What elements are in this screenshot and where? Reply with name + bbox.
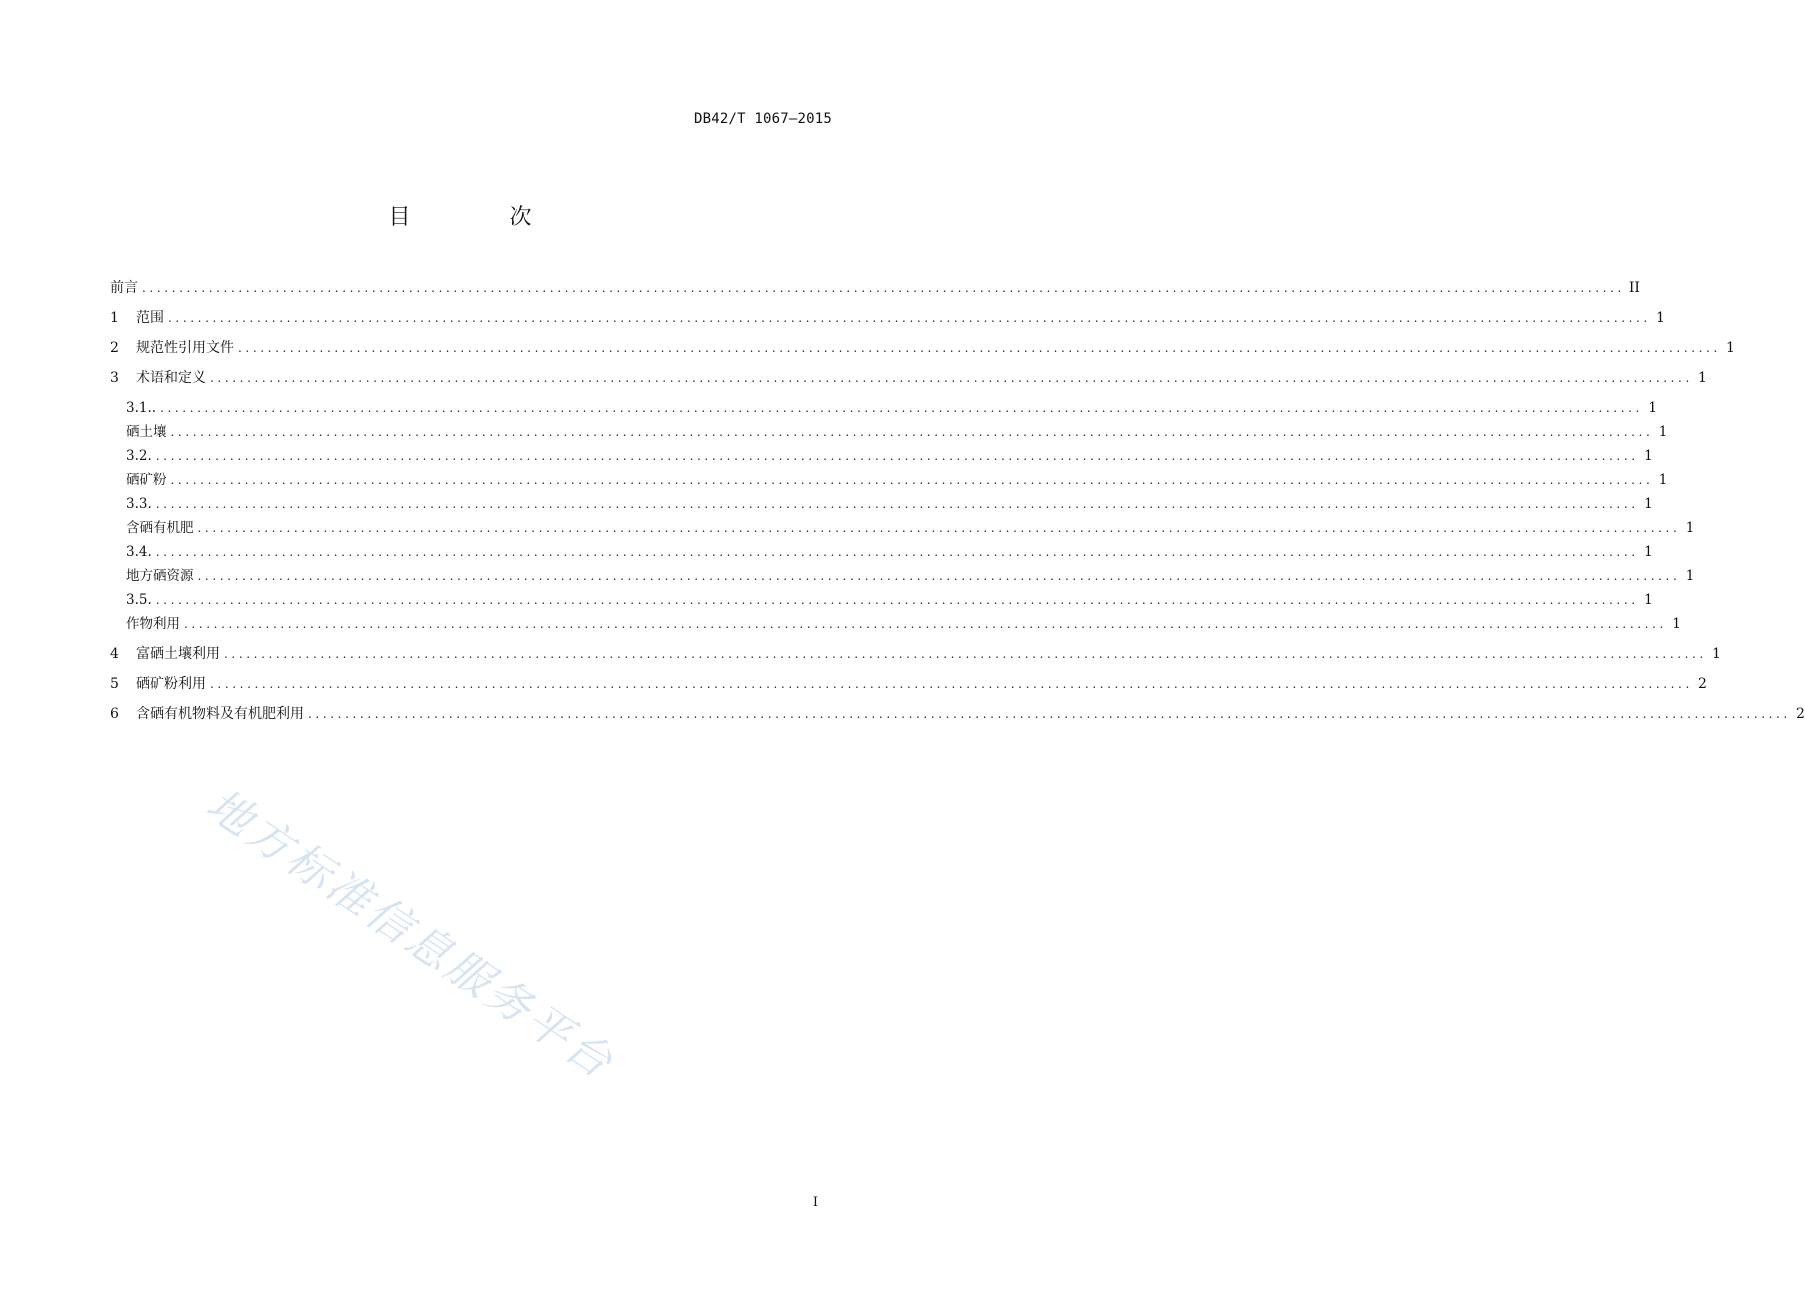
toc-entry-label: 3.1..	[126, 400, 157, 416]
toc-dot-leader: ........................................................................................................................................................................................................	[308, 707, 1791, 721]
toc-entry[interactable]	[110, 366, 1707, 390]
toc-entry[interactable]	[126, 564, 1695, 588]
toc-entry[interactable]	[110, 336, 1735, 360]
toc-entry[interactable]	[126, 612, 1681, 636]
toc-entry-label: 硒土壤	[126, 424, 167, 440]
toc-entry-page: 1	[1711, 646, 1721, 662]
toc-entry-label: 规范性引用文件	[136, 340, 234, 356]
toc-entry[interactable]	[126, 516, 1695, 540]
toc-entry[interactable]	[126, 588, 1653, 612]
toc-entry-number: 6	[110, 706, 119, 722]
watermark: 地方标准信息服务平台	[197, 779, 624, 1090]
toc-entry-label: 硒矿粉利用	[136, 676, 206, 692]
toc-entry-number: 4	[110, 646, 119, 662]
toc-dot-leader: ........................................................................................................................................................................................................	[210, 677, 1693, 691]
toc-dot-leader: ........................................................................................................................................................................................................	[160, 401, 1643, 415]
toc-entry[interactable]	[110, 642, 1721, 666]
toc-dot-leader: ........................................................................................................................................................................................................	[142, 281, 1625, 295]
toc-dot-leader: ........................................................................................................................................................................................................	[155, 497, 1639, 511]
toc-entry[interactable]	[126, 540, 1653, 564]
standard-code: DB42/T 1067—2015	[693, 111, 832, 127]
toc-dot-leader: ........................................................................................................................................................................................................	[170, 473, 1654, 487]
toc-entry[interactable]	[126, 420, 1668, 444]
toc-entry-page: 1	[1644, 448, 1653, 464]
toc-dot-leader: ........................................................................................................................................................................................................	[197, 521, 1681, 535]
toc-entry-label: 术语和定义	[136, 370, 206, 386]
toc-entry-page: 1	[1655, 310, 1665, 326]
toc-entry-page: 1	[1725, 340, 1735, 356]
toc-entry-label: 富硒土壤利用	[136, 646, 220, 662]
toc-entry[interactable]	[110, 306, 1665, 330]
toc-entry[interactable]	[126, 492, 1653, 516]
toc-entry-label: 3.2.	[126, 448, 152, 464]
toc-dot-leader: ........................................................................................................................................................................................................	[210, 371, 1693, 385]
toc-entry-page: 1	[1644, 544, 1653, 560]
toc-dot-leader: ........................................................................................................................................................................................................	[184, 617, 1667, 631]
toc-entry-label: 硒矿粉	[126, 472, 167, 488]
toc-entry-number: 2	[110, 340, 119, 356]
toc-entry-label: 地方硒资源	[126, 568, 194, 584]
page-title: 目 次	[388, 205, 578, 230]
toc-dot-leader: ........................................................................................................................................................................................................	[155, 545, 1639, 559]
toc-entry-label: 3.3.	[126, 496, 152, 512]
toc-entry[interactable]	[126, 444, 1653, 468]
toc-entry-page: 2	[1697, 676, 1707, 692]
toc-entry[interactable]	[110, 672, 1707, 696]
toc-entry-label: 前言	[110, 280, 138, 296]
toc-entry-label: 范围	[136, 310, 164, 326]
toc-entry-number: 3	[110, 370, 119, 386]
footer-page-number: I	[812, 1195, 818, 1210]
toc-entry-page: 1	[1644, 496, 1653, 512]
toc-entry-page: 1	[1697, 370, 1707, 386]
toc-dot-leader: ........................................................................................................................................................................................................	[170, 425, 1654, 439]
toc-entry-label: 3.5.	[126, 592, 152, 608]
toc-dot-leader: ........................................................................................................................................................................................................	[155, 449, 1639, 463]
toc-entry-page: 2	[1795, 706, 1805, 722]
toc-entry-label: 含硒有机肥	[126, 520, 194, 536]
toc-entry-page: 1	[1644, 592, 1653, 608]
toc-entry-page: 1	[1658, 424, 1668, 440]
toc-entry[interactable]	[110, 276, 1640, 300]
toc-entry[interactable]	[126, 396, 1657, 420]
toc-entry-label: 作物利用	[126, 616, 180, 632]
toc-entry-page: 1	[1685, 568, 1695, 584]
toc-entry-page: 1	[1648, 400, 1657, 416]
toc-entry[interactable]	[110, 702, 1805, 726]
toc-entry-page: 1	[1685, 520, 1695, 536]
toc-entry-page: 1	[1658, 472, 1668, 488]
toc-entry-number: 5	[110, 676, 119, 692]
toc-entry-page: 1	[1672, 616, 1681, 632]
toc-dot-leader: ........................................................................................................................................................................................................	[168, 311, 1651, 325]
toc-entry-number: 1	[110, 310, 119, 326]
toc-dot-leader: ........................................................................................................................................................................................................	[224, 647, 1707, 661]
toc-entry-page: II	[1628, 280, 1640, 296]
toc-entry[interactable]	[126, 468, 1668, 492]
toc-dot-leader: ........................................................................................................................................................................................................	[238, 341, 1721, 355]
toc-dot-leader: ........................................................................................................................................................................................................	[155, 593, 1639, 607]
toc-entry-label: 3.4.	[126, 544, 152, 560]
toc-dot-leader: ........................................................................................................................................................................................................	[197, 569, 1681, 583]
toc-entry-label: 含硒有机物料及有机肥利用	[136, 706, 304, 722]
